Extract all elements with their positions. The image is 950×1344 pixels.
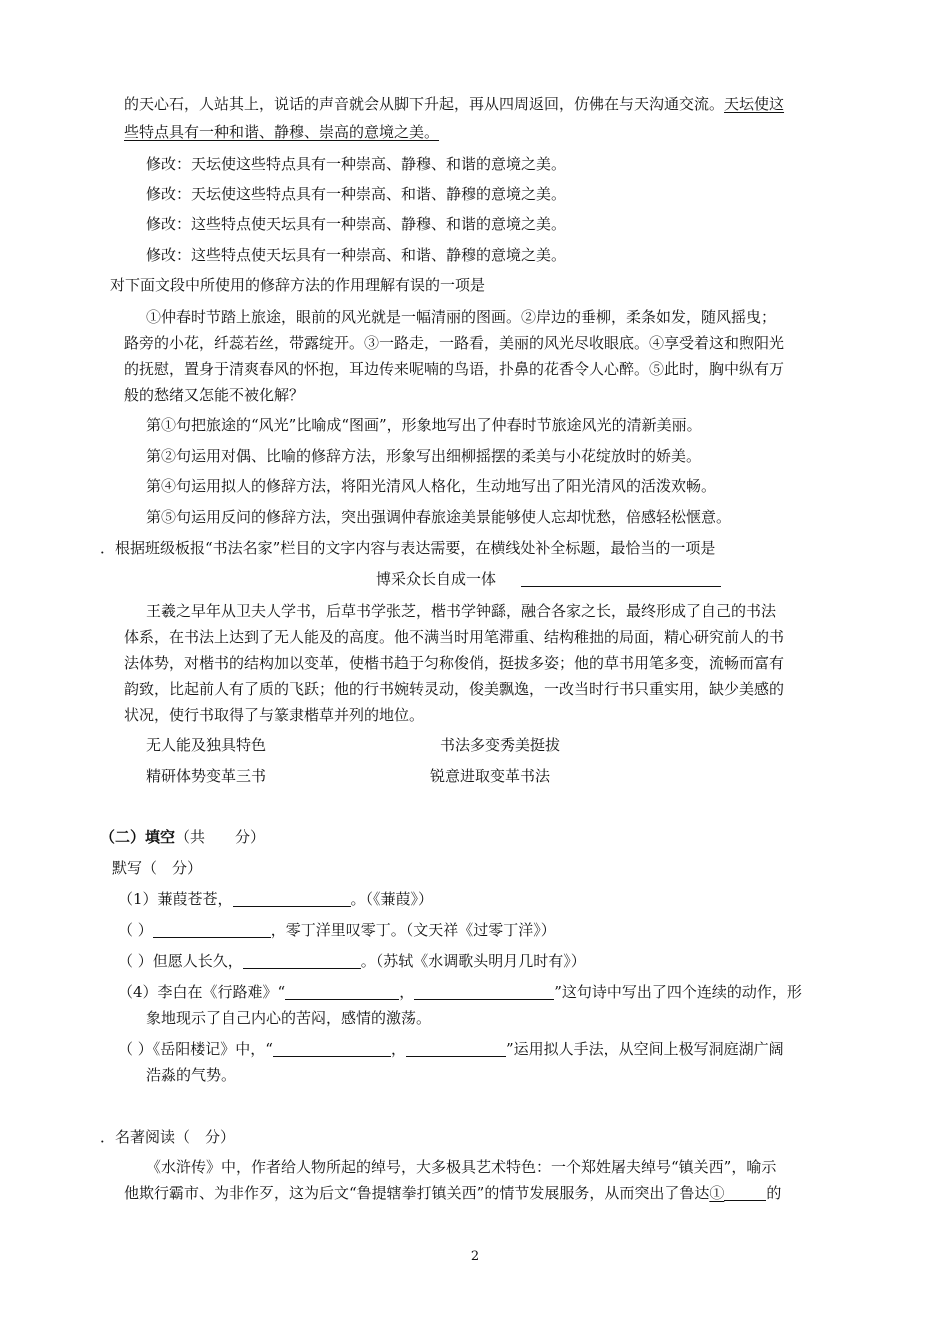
- classic-reading-title: ．名著阅读（ 分）: [100, 1128, 236, 1146]
- dictation-item-1: [118, 889, 433, 909]
- rhetoric-option-b: 第②句运用对偶、比喻的修辞方法，形象写出细柳摇摆的柔美与小花绽放时的娇美。: [146, 447, 702, 465]
- dictation-title: 默写（ 分）: [112, 859, 203, 877]
- heading-text: 博采众长自成一体: [376, 570, 497, 588]
- dictation-item-3: [118, 951, 586, 971]
- dictation-blank-4a[interactable]: [285, 983, 399, 1000]
- item5-pre: （ ）《岳阳楼记》中，“: [118, 1040, 273, 1058]
- dictation-item-5: [118, 1039, 784, 1059]
- prev-question-line1: [124, 94, 784, 114]
- title-option-b: 书法多变秀美挺拔: [440, 736, 561, 754]
- item4-mid: ，: [399, 983, 415, 1001]
- dictation-blank-1[interactable]: [233, 890, 351, 907]
- title-answer-blank[interactable]: [521, 570, 721, 587]
- item4-post: ”这句诗中写出了四个连续的动作，形: [554, 983, 802, 1001]
- rhetoric-passage-line4: 般的愁绪又怎能不被化解？: [124, 386, 305, 404]
- title-passage-line3: 法体势，对楷书的结构加以变革，使楷书趋于匀称俊俏，挺拔多姿；他的草书用笔多变，流畅而富有: [124, 654, 785, 672]
- section2-title-text: （二）填空: [100, 828, 176, 846]
- title-option-d: 锐意进取变革书法: [430, 767, 551, 785]
- dictation-item-5-cont: 浩淼的气势。: [146, 1066, 237, 1084]
- dictation-blank-4b[interactable]: [414, 983, 554, 1000]
- underlined-sentence-part1: 天坛使这: [724, 95, 785, 113]
- dictation-item-2: [118, 920, 556, 940]
- title-passage-line1: 王羲之早年从卫夫人学书，后草书学张芝，楷书学钟繇，融合各家之长，最终形成了自己的书法: [146, 602, 777, 620]
- item2-post: ，零丁洋里叹零丁。（文天祥《过零丁洋》）: [270, 921, 556, 939]
- underlined-sentence-part2: 些特点具有一种和谐、静穆、崇高的意境之美。: [124, 123, 440, 141]
- title-passage-line4: 韵致，比起前人有了质的飞跃；他的行书婉转灵动，俊美飘逸，一改当时行书只重实用，缺少美感的: [124, 680, 785, 698]
- dictation-item-4-cont: 象地现示了自己内心的苦闷，感情的激荡。: [146, 1009, 432, 1027]
- rhetoric-option-c: 第④句运用拟人的修辞方法，将阳光清风人格化，生动地写出了阳光清风的活泼欢畅。: [146, 477, 717, 495]
- prev-option-d: 修改：这些特点使天坛具有一种崇高、和谐、静穆的意境之美。: [146, 246, 567, 264]
- dictation-blank-2[interactable]: [153, 921, 271, 938]
- rhetoric-passage-line2: 路旁的小花，纤蕊若丝，带露绽开。③一路走，一路看，美丽的风光尽收眼底。④享受着这和煦阳光: [124, 334, 785, 352]
- item1-pre: （1）蒹葭苍苍，: [118, 890, 233, 908]
- item5-mid: ，: [390, 1040, 406, 1058]
- prev-option-a: 修改：天坛使这些特点具有一种崇高、静穆、和谐的意境之美。: [146, 155, 567, 173]
- item3-pre: （ ）但愿人长久，: [118, 952, 243, 970]
- item1-post: 。（《蒹葭》）: [350, 890, 434, 908]
- rhetoric-option-a: 第①句把旅途的“风光”比喻成“图画”，形象地写出了仲春时节旅途风光的清新美丽。: [146, 416, 702, 434]
- rhetoric-option-d: 第⑤句运用反问的修辞方法，突出强调仲春旅途美景能够使人忘却忧愁，倍感轻松惬意。: [146, 508, 732, 526]
- classic-line2-post: 的: [766, 1184, 782, 1202]
- rhetoric-passage-line1: ①仲春时节踏上旅途，眼前的风光就是一幅清丽的图画。②岸边的垂柳，柔条如发，随风摇曳；: [146, 308, 777, 326]
- section2-title: [100, 827, 265, 847]
- dictation-blank-3[interactable]: [243, 952, 361, 969]
- item4-pre: （4）李白在《行路难》“: [118, 983, 286, 1001]
- page-number: 2: [470, 1249, 480, 1264]
- prev-question-line2: [124, 122, 439, 142]
- prev-option-b: 修改：天坛使这些特点具有一种崇高、和谐、静穆的意境之美。: [146, 185, 567, 203]
- item3-post: 。（苏轼《水调歌头明月几时有》）: [360, 952, 586, 970]
- dictation-blank-5a[interactable]: [273, 1040, 391, 1057]
- item5-post: ”运用拟人手法，从空间上极写洞庭湖广阔: [505, 1040, 784, 1058]
- title-heading: [376, 569, 721, 589]
- classic-line2-pre: 他欺行霸市、为非作歹，这为后文“鲁提辖拳打镇关西”的情节发展服务，从而突出了鲁达: [124, 1184, 710, 1202]
- classic-reading-line2: [124, 1183, 781, 1203]
- classic-blank-marker: ①: [709, 1184, 725, 1202]
- classic-reading-line1: 《水浒传》中，作者给人物所起的绰号，大多极具艺术特色：一个郑姓屠夫绰号“镇关西”，喻示: [146, 1158, 777, 1176]
- title-passage-line5: 状况，使行书取得了与篆隶楷草并列的地位。: [124, 706, 425, 724]
- section2-score: （共 分）: [175, 828, 266, 846]
- rhetoric-passage-line3: 的抚慰，置身于清爽春风的怀抱，耳边传来呢喃的鸟语，扑鼻的花香令人心醉。⑤此时，胸中纵有万: [124, 360, 785, 378]
- prev-option-c: 修改：这些特点使天坛具有一种崇高、静穆、和谐的意境之美。: [146, 215, 567, 233]
- item2-pre: （ ）: [118, 921, 153, 939]
- rhetoric-question-stem: 对下面文段中所使用的修辞方法的作用理解有误的一项是: [110, 276, 486, 294]
- prev-text: 的天心石，人站其上，说话的声音就会从脚下升起，再从四周返回，仿佛在与天沟通交流。: [124, 95, 725, 113]
- title-question-stem: ．根据班级板报“书法名家”栏目的文字内容与表达需要，在横线处补全标题，最恰当的一项是: [100, 539, 716, 557]
- title-option-a: 无人能及独具特色: [146, 736, 267, 754]
- dictation-blank-5b[interactable]: [406, 1040, 506, 1057]
- classic-answer-blank-1[interactable]: [724, 1184, 766, 1201]
- title-option-c: 精研体势变革三书: [146, 767, 267, 785]
- title-passage-line2: 体系，在书法上达到了无人能及的高度。他不满当时用笔滞重、结构稚拙的局面，精心研究前人的书: [124, 628, 785, 646]
- dictation-item-4: [118, 982, 802, 1002]
